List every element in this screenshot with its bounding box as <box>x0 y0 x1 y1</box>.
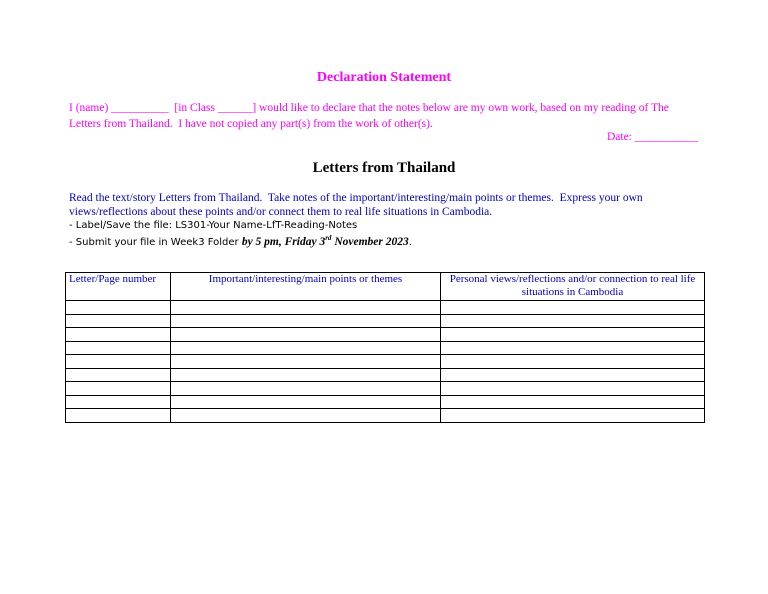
table-cell[interactable] <box>441 409 705 423</box>
table-cell[interactable] <box>441 301 705 315</box>
declaration-line-1: I (name) __________ [in Class ______] would like to declare that the notes below are my own work, based on my reading of The <box>69 102 669 114</box>
table-cell[interactable] <box>441 341 705 355</box>
deadline-ordinal: rd <box>325 234 332 242</box>
table-cell[interactable] <box>441 328 705 342</box>
table-row <box>66 314 705 328</box>
table-row <box>66 341 705 355</box>
table-row <box>66 395 705 409</box>
table-cell[interactable] <box>441 382 705 396</box>
table-cell[interactable] <box>66 395 171 409</box>
table-cell[interactable] <box>66 314 171 328</box>
table-cell[interactable] <box>441 314 705 328</box>
submit-deadline <box>242 236 409 248</box>
table-row <box>66 355 705 369</box>
table-cell[interactable] <box>171 395 441 409</box>
table-cell[interactable] <box>441 368 705 382</box>
table-cell[interactable] <box>66 301 171 315</box>
table-cell[interactable] <box>441 355 705 369</box>
declaration-line-2: Letters from Thailand. I have not copied any part(s) from the work of other(s). <box>69 118 433 130</box>
table-header-row <box>66 273 705 301</box>
table-cell[interactable] <box>66 382 171 396</box>
declaration-title: Declaration Statement <box>316 70 452 85</box>
submit-suffix: . <box>408 236 412 248</box>
submit-prefix: - Submit your file in Week3 Folder <box>69 236 242 248</box>
table-cell[interactable] <box>66 328 171 342</box>
instructions-paragraph <box>69 191 689 219</box>
table-cell[interactable] <box>171 382 441 396</box>
table-cell[interactable] <box>171 368 441 382</box>
table-cell[interactable] <box>171 328 441 342</box>
table-row <box>66 368 705 382</box>
table-cell[interactable] <box>171 409 441 423</box>
header-letter-page-number: Letter/Page number <box>66 273 171 301</box>
instructions-line-1: Read the text/story Letters from Thailand. Take notes of the important/interesting/main points or themes. Express your own <box>69 192 643 204</box>
instructions-line-2: views/reflections about these points and/or connect them to real life situations in Cambodia. <box>69 206 493 218</box>
deadline-part-b: November 2023 <box>331 235 409 248</box>
declaration-date: Date: ___________ <box>606 131 698 143</box>
header-main-points: Important/interesting/main points or themes <box>171 273 441 301</box>
page-title: Letters from Thailand <box>312 160 456 176</box>
table-cell[interactable] <box>66 368 171 382</box>
table-cell[interactable] <box>171 301 441 315</box>
table-cell[interactable] <box>66 341 171 355</box>
table-row <box>66 409 705 423</box>
deadline-part-a: by 5 pm, Friday 3 <box>241 235 326 248</box>
table-row <box>66 301 705 315</box>
table-cell[interactable] <box>66 409 171 423</box>
submit-instruction <box>69 232 412 249</box>
table-body <box>66 301 705 423</box>
header-personal-views: Personal views/reflections and/or connection to real life situations in Cambodia <box>441 273 705 301</box>
table-row <box>66 328 705 342</box>
declaration-paragraph <box>69 100 709 132</box>
notes-table <box>65 272 705 423</box>
table-row <box>66 382 705 396</box>
table-cell[interactable] <box>441 395 705 409</box>
table-cell[interactable] <box>171 355 441 369</box>
table-cell[interactable] <box>171 314 441 328</box>
table-cell[interactable] <box>66 355 171 369</box>
label-instruction: - Label/Save the file: LS301-Your Name-LfT-Reading-Notes <box>69 220 358 231</box>
table-cell[interactable] <box>171 341 441 355</box>
